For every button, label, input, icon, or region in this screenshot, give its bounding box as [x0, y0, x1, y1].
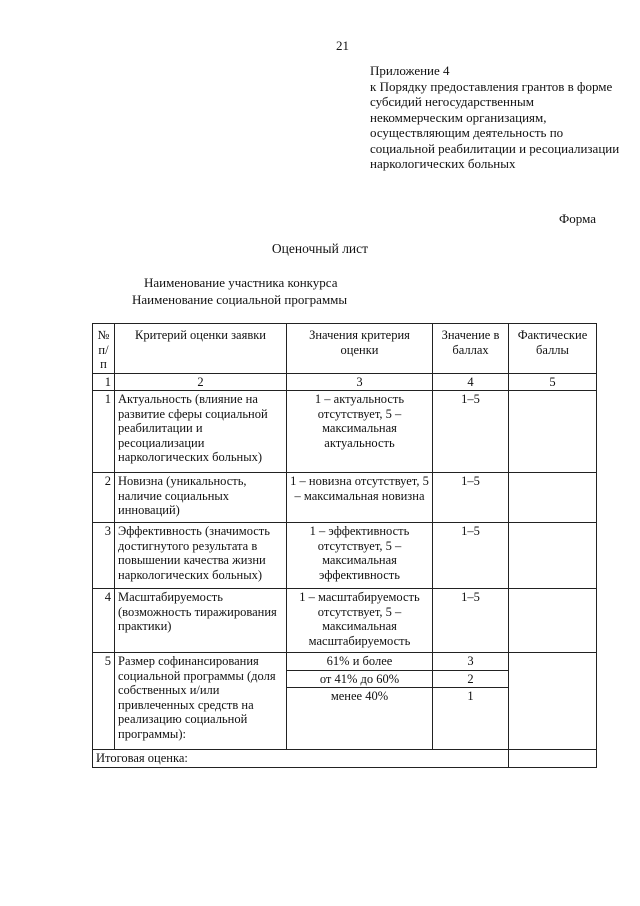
- table-row: [93, 391, 597, 473]
- row-actual-points: [509, 473, 597, 523]
- column-number: 1: [93, 373, 115, 391]
- option-value: 61% и более: [287, 653, 433, 671]
- total-label: Итоговая оценка:: [93, 750, 509, 768]
- header-criterion: Критерий оценки заявки: [115, 324, 287, 374]
- row-criterion: Новизна (уникальность, наличие социальных инноваций): [115, 473, 287, 523]
- option-points: 2: [433, 670, 509, 688]
- table-row: [93, 653, 597, 671]
- column-number: 3: [287, 373, 433, 391]
- option-points: 3: [433, 653, 509, 671]
- appendix-text: к Порядку предоставления грантов в форме субсидий негосударственным некоммерческим организациям, осуществляющим деятельность по социальной реабилитации и ресоциализации наркологических больных: [370, 78, 620, 171]
- total-row: [93, 750, 597, 768]
- row-criterion: Эффективность (значимость достигнутого результата в повышении качества жизни наркологических больных): [115, 523, 287, 589]
- row-actual-points: [509, 391, 597, 473]
- header-actual: Фактические баллы: [509, 324, 597, 374]
- column-number: 2: [115, 373, 287, 391]
- row-number: 4: [93, 589, 115, 653]
- header-row: [93, 324, 597, 374]
- option-value: менее 40%: [287, 688, 433, 750]
- row-number: 2: [93, 473, 115, 523]
- option-points: 1: [433, 688, 509, 750]
- row-points: 1–5: [433, 473, 509, 523]
- row-actual-points: [509, 523, 597, 589]
- row-values: 1 – масштабируемость отсутствует, 5 – максимальная масштабируемость: [287, 589, 433, 653]
- document-title: Оценочный лист: [271, 241, 369, 256]
- row-criterion: Размер софинансирования социальной программы (доля собственных и/или привлеченных средств на реализацию социальной программы):: [115, 653, 287, 750]
- row-criterion: Масштабируемость (возможность тиражирования практики): [115, 589, 287, 653]
- row-criterion: Актуальность (влияние на развитие сферы социальной реабилитации и ресоциализации наркологических больных): [115, 391, 287, 473]
- column-number: 5: [509, 373, 597, 391]
- option-value: от 41% до 60%: [287, 670, 433, 688]
- appendix-title: Приложение 4: [370, 63, 450, 78]
- participant-label: Наименование участника конкурса: [144, 275, 338, 290]
- appendix-block: [370, 63, 620, 172]
- table-row: [93, 589, 597, 653]
- header-values: Значения критерия оценки: [287, 324, 433, 374]
- row-points: 1–5: [433, 391, 509, 473]
- total-value: [509, 750, 597, 768]
- header-num: № п/п: [93, 324, 115, 374]
- header-points: Значение в баллах: [433, 324, 509, 374]
- form-label: Форма: [559, 211, 596, 226]
- row-number: 5: [93, 653, 115, 750]
- page-number: 21: [336, 38, 349, 53]
- row-actual-points: [509, 653, 597, 750]
- row-values: 1 – новизна отсутствует, 5 – максимальная новизна: [287, 473, 433, 523]
- table-row: [93, 523, 597, 589]
- row-actual-points: [509, 589, 597, 653]
- table-row: [93, 473, 597, 523]
- row-number: 1: [93, 391, 115, 473]
- row-points: 1–5: [433, 589, 509, 653]
- row-values: 1 – актуальность отсутствует, 5 – максимальная актуальность: [287, 391, 433, 473]
- row-number: 3: [93, 523, 115, 589]
- row-values: 1 – эффективность отсутствует, 5 – максимальная эффективность: [287, 523, 433, 589]
- row-points: 1–5: [433, 523, 509, 589]
- column-number: 4: [433, 373, 509, 391]
- column-number-row: [93, 373, 597, 391]
- evaluation-table: [92, 323, 597, 768]
- program-label: Наименование социальной программы: [132, 292, 348, 307]
